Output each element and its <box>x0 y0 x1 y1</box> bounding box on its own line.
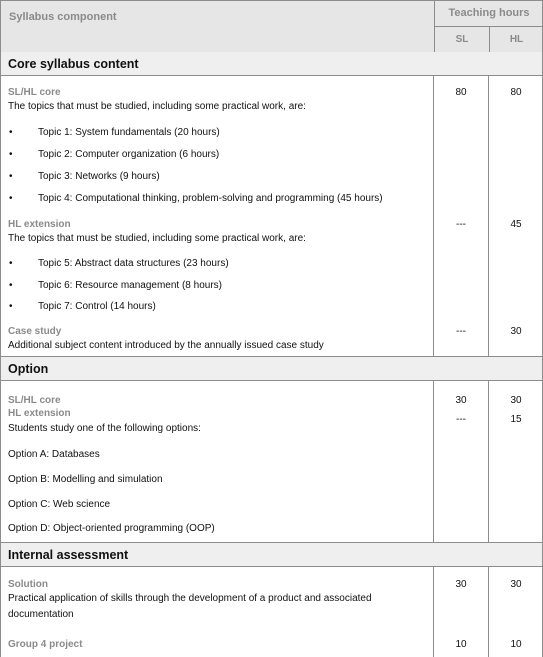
internal-assessment-section <box>0 543 543 657</box>
option-intro: Students study one of the following options: <box>8 423 201 434</box>
syllabus-component-header: Syllabus component <box>9 11 117 23</box>
solution-text: Practical application of skills through the development of a product and associated documentation <box>8 593 372 620</box>
list-item: Topic 7: Control (14 hours) <box>38 301 156 312</box>
column-divider <box>488 567 489 657</box>
slhl-core-intro: The topics that must be studied, including some practical work, are: <box>8 101 306 112</box>
bullet-icon: • <box>9 258 13 269</box>
case-study-hl-hours: 30 <box>510 326 522 337</box>
slhl-core-hl-hours: 80 <box>510 87 522 98</box>
option-slhl-core-label: SL/HL core <box>8 395 61 406</box>
bullet-icon: • <box>9 193 13 204</box>
list-item: Topic 5: Abstract data structures (23 hours) <box>38 258 229 269</box>
list-item: Topic 1: System fundamentals (20 hours) <box>38 127 220 138</box>
sl-column-header: SL <box>434 27 489 53</box>
core-section-title: Core syllabus content <box>1 52 542 76</box>
option-hl-ext-hl-hours: 15 <box>510 414 522 425</box>
option-section-title: Option <box>1 357 542 381</box>
list-item: Option B: Modelling and simulation <box>8 474 163 485</box>
list-item: Option D: Object-oriented programming (OOP) <box>8 523 215 534</box>
solution-label: Solution <box>8 579 48 590</box>
list-item: Topic 2: Computer organization (6 hours) <box>38 149 220 160</box>
bullet-icon: • <box>9 149 13 160</box>
teaching-hours-header: Teaching hours <box>434 1 543 27</box>
bullet-icon: • <box>9 280 13 291</box>
bullet-icon: • <box>9 301 13 312</box>
case-study-sl-hours: --- <box>456 326 466 337</box>
internal-assessment-title: Internal assessment <box>1 543 542 567</box>
table-header <box>0 0 543 53</box>
column-divider <box>433 76 434 356</box>
group4-hl-hours: 10 <box>510 639 522 650</box>
option-section <box>0 357 543 543</box>
case-study-label: Case study <box>8 326 62 337</box>
hl-extension-sl-hours: --- <box>456 219 466 230</box>
hl-extension-label: HL extension <box>8 219 71 230</box>
column-divider <box>488 381 489 542</box>
hl-extension-intro: The topics that must be studied, including some practical work, are: <box>8 233 306 244</box>
list-item: Topic 4: Computational thinking, problem-solving and programming (45 hours) <box>38 193 383 204</box>
bullet-icon: • <box>9 127 13 138</box>
slhl-core-sl-hours: 80 <box>455 87 467 98</box>
case-study-text: Additional subject content introduced by the annually issued case study <box>8 340 324 351</box>
hl-column-header: HL <box>489 27 543 53</box>
core-section <box>0 52 543 357</box>
slhl-core-label: SL/HL core <box>8 87 61 98</box>
option-hl-ext-sl-hours: --- <box>456 414 466 425</box>
list-item: Topic 6: Resource management (8 hours) <box>38 280 222 291</box>
column-divider <box>433 381 434 542</box>
solution-hl-hours: 30 <box>510 579 522 590</box>
list-item: Topic 3: Networks (9 hours) <box>38 171 160 182</box>
list-item: Option C: Web science <box>8 499 111 510</box>
list-item: Option A: Databases <box>8 449 100 460</box>
group4-label: Group 4 project <box>8 639 83 650</box>
option-slhl-hl-hours: 30 <box>510 395 522 406</box>
group4-sl-hours: 10 <box>455 639 467 650</box>
bullet-icon: • <box>9 171 13 182</box>
solution-sl-hours: 30 <box>455 579 467 590</box>
option-hl-extension-label: HL extension <box>8 408 71 419</box>
column-divider <box>433 567 434 657</box>
hl-extension-hl-hours: 45 <box>510 219 522 230</box>
option-slhl-sl-hours: 30 <box>455 395 467 406</box>
column-divider <box>488 76 489 356</box>
